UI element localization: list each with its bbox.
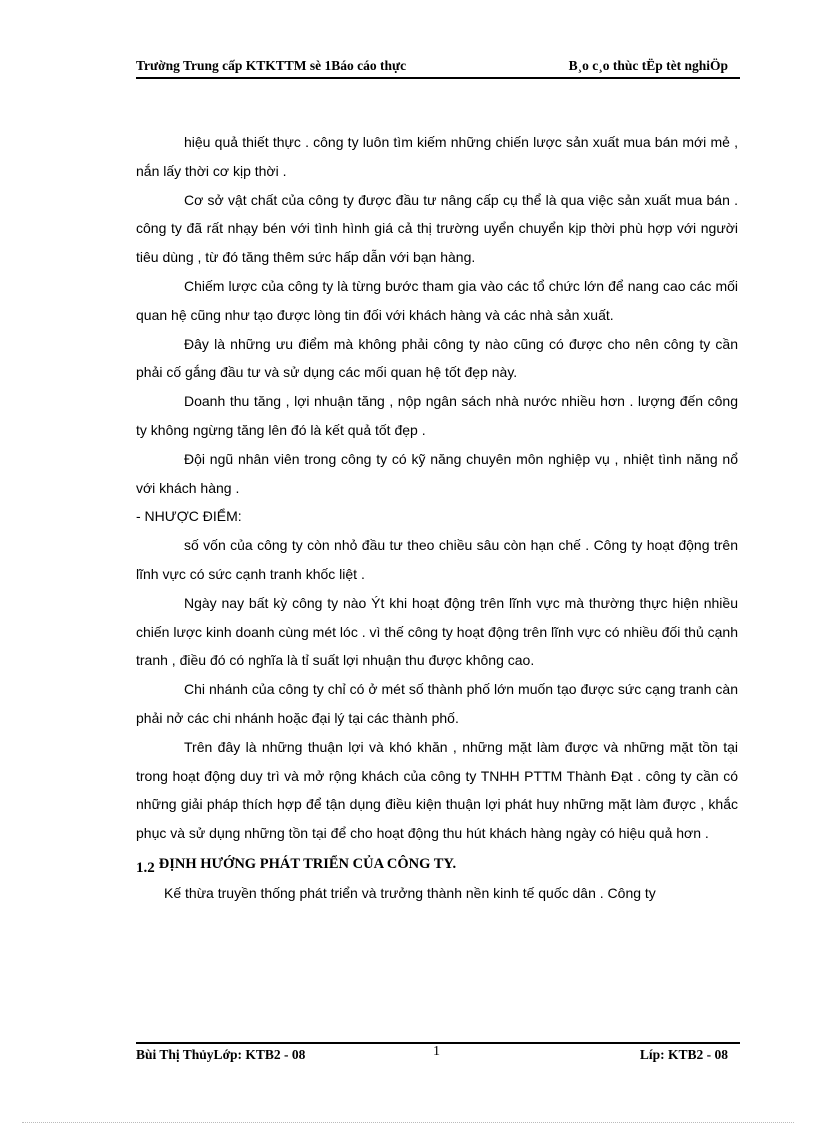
weakness-label: - NHƯỢC ĐIỂM: xyxy=(136,508,242,525)
footer-class: Líp: KTB2 - 08 xyxy=(639,1047,728,1062)
paragraph-11: Trên đây là những thuận lợi và khó khăn , những mặt làm được và những mặt tồn tại trong hoạt động duy trì và mở rộng khách của công ty TNHH PTTM Thành Đạt . công ty cần có những giải pháp thích hợp để tận dụng điều kiện thuận lợi phát huy những mặt làm được , khắc phục và sử dụng những tồn tại để cho hoạt động thu hút khách hàng ngày có hiệu quả hơn . xyxy=(136,738,738,842)
paragraph-8: số vốn của công ty còn nhỏ đầu tư theo chiều sâu còn hạn chế . Công ty hoạt động trên lĩnh vực có sức cạnh tranh khốc liệt . xyxy=(136,537,738,582)
paragraph-12: Kế thừa truyền thống phát triển và trưởng thành nền kinh tế quốc dân . Công ty xyxy=(164,884,656,901)
paragraph-9: Ngày nay bất kỳ công ty nào Ýt khi hoạt động trên lĩnh vực mà thường thực hiện nhiều chiến lược kinh doanh cùng mét lóc . vì thế công ty hoạt động trên lĩnh vực có nhiều đối thủ cạnh tranh , điều đó có nghĩa là tỉ suất lợi nhuận thu được không cao. xyxy=(136,594,738,669)
paragraph-5: Doanh thu tăng , lợi nhuận tăng , nộp ngân sách nhà nước nhiều hơn . lượng đến công ty không ngừng tăng lên đó là kết quả tốt đẹp . xyxy=(136,393,738,438)
paragraph-4: Đây là những ưu điểm mà không phải công ty nào cũng có được cho nên công ty cần phải cố gắng đầu tư và sử dụng các mối quan hệ tốt đẹp này. xyxy=(136,335,738,381)
document-body xyxy=(136,128,738,908)
paragraph-10: Chi nhánh của công ty chỉ có ở mét số thành phố lớn muốn tạo được sức cạng tranh càn phải nở các chi nhánh hoặc đại lý tại các thành phố. xyxy=(136,681,738,726)
header-report-title: B¸o c¸o thùc tËp tèt nghiÖp xyxy=(568,58,728,73)
paragraph-2: Cơ sở vật chất của công ty được đầu tư nâng cấp cụ thể là qua việc sản xuất mua bán . công ty đã rất nhạy bén với tình hình giá cả thị trường uyển chuyển kịp thời phù hợp với người tiêu dùng , từ đó tăng thêm sức hấp dẫn với bạn hàng. xyxy=(136,191,738,266)
page-number: 1 xyxy=(433,1044,440,1059)
header-divider xyxy=(136,77,740,79)
section-number: 1.2 xyxy=(136,859,155,876)
page-footer xyxy=(136,1044,740,1067)
paragraph-6: Đội ngũ nhân viên trong công ty có kỹ năng chuyên môn nghiệp vụ , nhiệt tình năng nổ với khách hàng . xyxy=(136,450,738,496)
paragraph-1: hiệu quả thiết thực . công ty luôn tìm kiếm những chiến lược sản xuất mua bán mới mẻ , nắn lấy thời cơ kịp thời . xyxy=(136,134,738,179)
paragraph-3: Chiếm lược của công ty là từng bước tham gia vào các tổ chức lớn để nang cao các mối quan hệ cũng như tạo được lòng tin đối với khách hàng và các nhà sản xuất. xyxy=(136,277,738,323)
page-header xyxy=(136,58,740,78)
header-school-name: Trường Trung cấp KTKTTM sè 1Báo cáo thực xyxy=(136,58,407,73)
section-heading xyxy=(136,850,738,879)
footer-author: Bùi Thị ThủyLớp: KTB2 - 08 xyxy=(136,1047,306,1062)
section-title: ĐỊNH HƯỚNG PHÁT TRIỂN CỦA CÔNG TY. xyxy=(158,855,457,872)
